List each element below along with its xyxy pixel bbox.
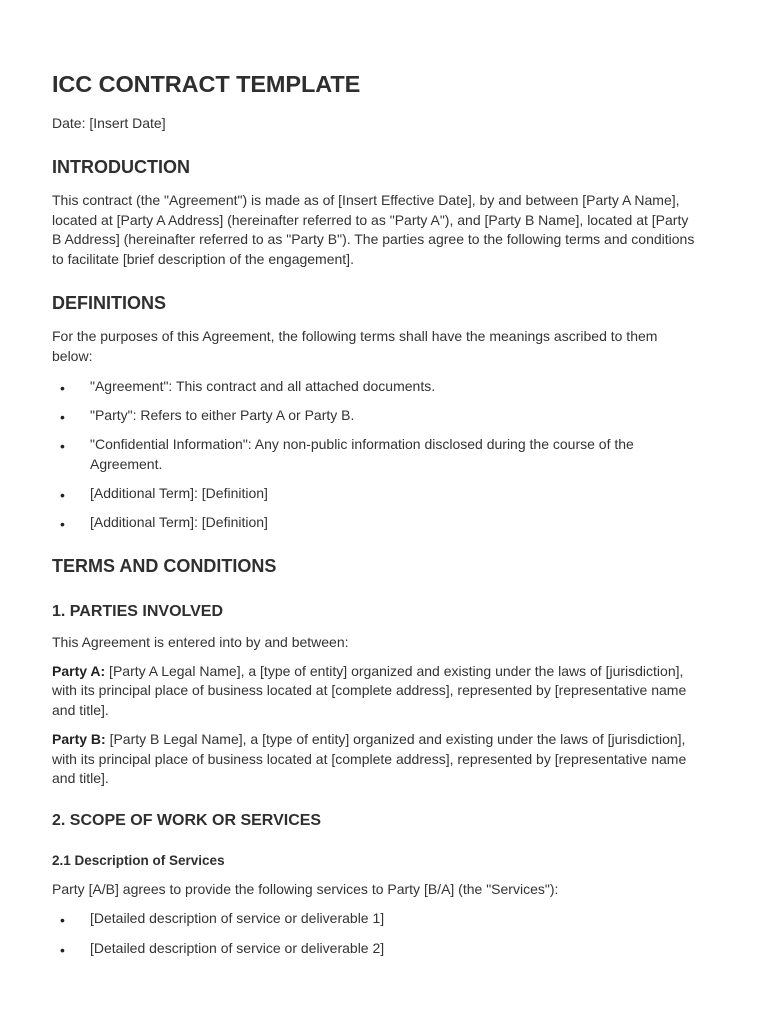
list-item-text: "Agreement": This contract and all attached documents. [90,377,436,394]
definitions-intro: For the purposes of this Agreement, the following terms shall have the meanings ascribed to them below: [52,328,658,364]
introduction-heading: INTRODUCTION [52,157,190,177]
bullet-icon: • [60,408,65,425]
list-item-text: [Detailed description of service or deliverable 2] [90,939,385,956]
list-item-text: "Confidential Information": Any non-public information disclosed during the course of the Agreement. [90,435,634,472]
bullet-icon: • [60,515,65,532]
bullet-icon: • [60,912,65,929]
list-item-text: [Additional Term]: [Definition] [90,513,268,530]
party-b-text: [Party B Legal Name], a [type of entity] organized and existing under the laws of [jurisdiction], with its principal place of business located at [complete address], represented by [representative name and title]. [52,731,687,787]
party-b-paragraph [52,730,700,789]
list-item [52,484,700,504]
bullet-icon: • [60,379,65,396]
terms-heading: TERMS AND CONDITIONS [52,555,277,576]
party-b-label: Party B: [52,731,106,748]
list-item [52,406,700,426]
definitions-list [52,377,700,533]
list-item-text: [Additional Term]: [Definition] [90,484,268,501]
scope-subheading: 2.1 Description of Services [52,852,225,868]
party-a-label: Party A: [52,662,106,679]
document-date: Date: [Insert Date] [52,115,166,131]
list-item [52,939,700,959]
definitions-heading: DEFINITIONS [52,293,167,314]
list-item [52,909,700,929]
bullet-icon: • [60,437,65,454]
introduction-text: This contract (the "Agreement") is made as of [Insert Effective Date], by and between [Party A Name], located at [Party A Address] (hereinafter referred to as "Party A"), and [Party B Name], located at [Party B Address] (hereinafter referred to as "Party B"). The parties agree to the following terms and conditions to facilitate [brief description of the engagement]. [52,192,695,267]
document-content [52,70,700,958]
list-item-text: "Party": Refers to either Party A or Party B. [90,406,355,423]
bullet-icon: • [60,486,65,503]
list-item-text: [Detailed description of service or deliverable 1] [90,910,385,927]
list-item [52,377,700,397]
list-item [52,435,700,474]
parties-intro: This Agreement is entered into by and between: [52,633,349,650]
services-list [52,909,700,958]
parties-heading: 1. PARTIES INVOLVED [52,602,223,620]
list-item [52,513,700,533]
document-title: ICC CONTRACT TEMPLATE [52,71,361,97]
bullet-icon: • [60,941,65,958]
party-a-paragraph [52,662,700,721]
party-a-text: [Party A Legal Name], a [type of entity] organized and existing under the laws of [jurisdiction], with its principal place of business located at [complete address], represented by [representative name and title]. [52,662,687,718]
scope-intro: Party [A/B] agrees to provide the following services to Party [B/A] (the "Services"): [52,880,559,897]
scope-heading: 2. SCOPE OF WORK OR SERVICES [52,811,322,829]
